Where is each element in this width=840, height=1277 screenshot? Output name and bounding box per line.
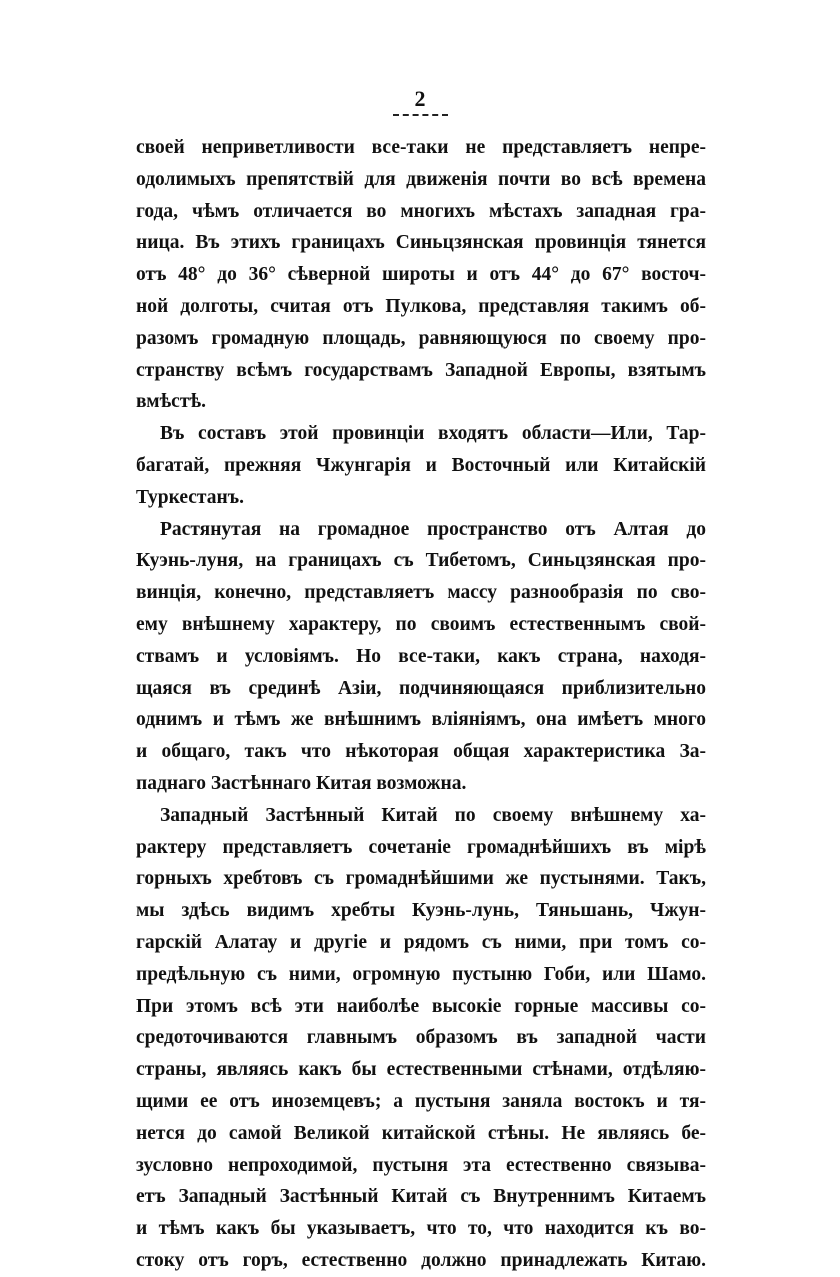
page-header	[0, 86, 840, 116]
text-line: горныхъ хребтовъ съ громаднѣйшими же пустынями. Такъ,	[136, 868, 706, 890]
text-line: Въ составъ этой провинціи входятъ области—Или, Тар-	[160, 423, 706, 445]
text-line: страны, являясь какъ бы естественными стѣнами, отдѣляю-	[136, 1059, 706, 1081]
text-line: рактеру представляетъ сочетаніе громаднѣйшихъ въ мірѣ	[136, 836, 706, 858]
text-line: однимъ и тѣмъ же внѣшнимъ вліяніямъ, она имѣетъ много	[136, 709, 706, 731]
text-line: етъ Западный Застѣнный Китай съ Внутреннимъ Китаемъ	[136, 1186, 706, 1208]
text-line: странству всѣмъ государствамъ Западной Европы, взятымъ	[136, 359, 706, 381]
text-line: багатай, прежняя Чжунгарія и Восточный или Китайскій	[136, 454, 706, 476]
text-line: средоточиваются главнымъ образомъ въ западной части	[136, 1027, 706, 1049]
text-line: ствамъ и условіямъ. Но все-таки, какъ страна, находя-	[136, 645, 706, 667]
text-line: щаяся въ срединѣ Азіи, подчиняющаяся приблизительно	[136, 677, 706, 699]
body-text	[136, 132, 706, 1277]
text-line: отъ 48° до 36° сѣверной широты и отъ 44° до 67° восточ-	[136, 264, 706, 286]
text-line: разомъ громадную площадь, равняющуюся по своему про-	[136, 327, 706, 349]
text-line: предѣльную съ ними, огромную пустыню Гоби, или Шамо.	[136, 963, 706, 985]
text-line: гарскій Алатау и другіе и рядомъ съ ними, при томъ со-	[136, 931, 706, 953]
paragraph-2	[136, 418, 706, 513]
text-line: вмѣстѣ.	[136, 391, 206, 413]
text-line: ница. Въ этихъ границахъ Синьцзянская провинція тянется	[136, 232, 706, 254]
text-line: ной долготы, считая отъ Пулкова, представляя такимъ об-	[136, 295, 706, 317]
page-number: 2	[393, 86, 448, 116]
text-line: и тѣмъ какъ бы указываетъ, что то, что находится къ во-	[136, 1218, 706, 1240]
text-line: Растянутая на громадное пространство отъ Алтая до	[160, 518, 706, 540]
text-line: паднаго Застѣннаго Китая возможна.	[136, 772, 467, 794]
text-line: щими ее отъ иноземцевъ; а пустыня заняла востокъ и тя-	[136, 1090, 706, 1112]
paragraph-3	[136, 514, 706, 800]
text-line: мы здѣсь видимъ хребты Куэнь-лунь, Тяньшань, Чжун-	[136, 900, 706, 922]
text-line: Туркестанъ.	[136, 486, 244, 508]
text-line: своей неприветливости все-таки не представляетъ непре-	[136, 137, 706, 158]
text-line: стоку отъ горъ, естественно должно принадлежать Китаю.	[136, 1249, 706, 1271]
text-line: Западный Застѣнный Китай по своему внѣшнему ха-	[160, 804, 706, 826]
text-line: одолимыхъ препятствій для движенія почти во всѣ времена	[136, 168, 706, 190]
text-line: года, чѣмъ отличается во многихъ мѣстахъ западная гра-	[136, 200, 706, 222]
text-line: и общаго, такъ что нѣкоторая общая характеристика За-	[136, 741, 706, 763]
text-line: винція, конечно, представляетъ массу разнообразія по сво-	[136, 582, 706, 604]
paragraph-4	[136, 800, 706, 1277]
paragraph-1	[136, 132, 706, 418]
text-line: Куэнь-луня, на границахъ съ Тибетомъ, Синьцзянская про-	[136, 550, 706, 572]
text-line: зусловно непроходимой, пустыня эта естественно связыва-	[136, 1154, 706, 1176]
text-line: ему внѣшнему характеру, по своимъ естественнымъ свой-	[136, 613, 706, 635]
text-line: При этомъ всѣ эти наиболѣе высокіе горные массивы со-	[136, 995, 706, 1017]
text-line: нется до самой Великой китайской стѣны. Не являясь бе-	[136, 1122, 706, 1144]
